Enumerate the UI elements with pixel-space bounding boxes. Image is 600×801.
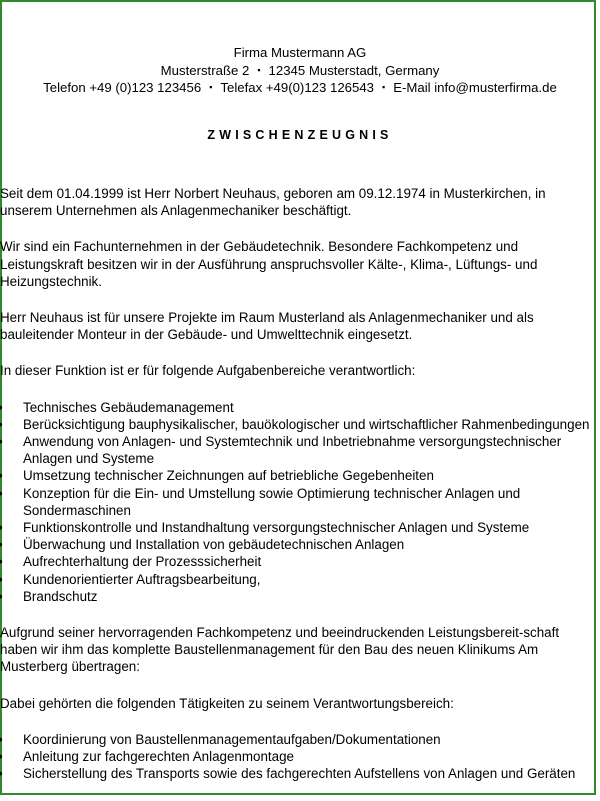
list-item: • Technisches Gebäudemanagement — [0, 399, 592, 416]
list-item: • Funktionskontrolle und Instandhaltung versorgungstechnischer Anlagen und Systeme — [0, 519, 592, 536]
paragraph: Seit dem 01.04.1999 ist Herr Norbert Neuhaus, geboren am 09.12.1974 in Musterkirchen, in unserem Unternehmen als Anlagenmechaniker beschäftigt. — [0, 186, 546, 219]
paragraph: Aufgrund seiner hervorragenden Fachkompetenz und beeindruckenden Leistungsbereit-schaft haben wir ihm das komplette Baustellenmanagement für den Bau des neuen Klinikums Am Musterberg übertragen: — [0, 625, 560, 675]
document-body — [0, 185, 592, 801]
paragraph: In dieser Funktion ist er für folgende Aufgabenbereiche verantwortlich: — [0, 363, 416, 379]
letterhead — [0, 44, 600, 97]
separator-icon: ▪ — [209, 82, 213, 92]
list-item: • Anleitung zur fachgerechten Anlagenmontage — [0, 748, 592, 765]
document-title: ZWISCHENZEUGNIS — [207, 128, 393, 142]
list-item: • Überwachung und Installation von gebäudetechnischen Anlagen — [0, 536, 592, 553]
company-name: Firma Mustermann AG — [233, 45, 367, 60]
city: 12345 Musterstadt, Germany — [268, 62, 440, 78]
address-line — [0, 62, 600, 80]
responsibilities-list — [0, 399, 592, 605]
phone: Telefon +49 (0)123 123456 — [43, 80, 202, 95]
paragraph: Herr Neuhaus ist für unsere Projekte im Raum Musterland als Anlagenmechaniker und als bauleitender Monteur in der Gebäude- und Umwelttechnik eingesetzt. — [0, 310, 534, 343]
list-item: • Koordinierung von Baustellenmanagementaufgaben/Dokumentationen — [0, 731, 592, 748]
list-item: • Brandschutz — [0, 588, 592, 605]
list-item: • Anwendung von Anlagen- und Systemtechnik und Inbetriebnahme versorgungstechnischer Anlagen und Systeme — [0, 433, 592, 467]
email: E-Mail info@musterfirma.de — [393, 80, 557, 95]
tasks-list — [0, 731, 592, 783]
contact-line — [0, 79, 600, 97]
separator-icon: ▪ — [382, 82, 386, 92]
paragraph: Dabei gehörten die folgenden Tätigkeiten zu seinem Verantwortungsbereich: — [0, 695, 454, 711]
fax: Telefax +49(0)123 126543 — [220, 80, 374, 95]
list-item: • Sicherstellung des Transports sowie des fachgerechten Aufstellens von Anlagen und Geräten — [0, 765, 592, 782]
list-item: • Umsetzung technischer Zeichnungen auf betriebliche Gegebenheiten — [0, 467, 592, 484]
paragraph: Wir sind ein Fachunternehmen in der Gebäudetechnik. Besondere Fachkompetenz und Leistungskraft besitzen wir in der Ausführung anspruchsvoller Kälte-, Klima-, Lüftungs- und Heizungstechnik. — [0, 239, 538, 289]
list-item: • Berücksichtigung bauphysikalischer, bauökologischer und wirtschaftlicher Rahmenbedingungen — [0, 416, 592, 433]
separator-icon: ▪ — [257, 64, 261, 75]
street: Musterstraße 2 — [160, 62, 250, 78]
list-item: • Konzeption für die Ein- und Umstellung sowie Optimierung technischer Anlagen und Sondermaschinen — [0, 485, 592, 519]
list-item: • Kundenorientierter Auftragsbearbeitung, — [0, 571, 592, 588]
list-item: • Aufrechterhaltung der Prozesssicherheit — [0, 553, 592, 570]
